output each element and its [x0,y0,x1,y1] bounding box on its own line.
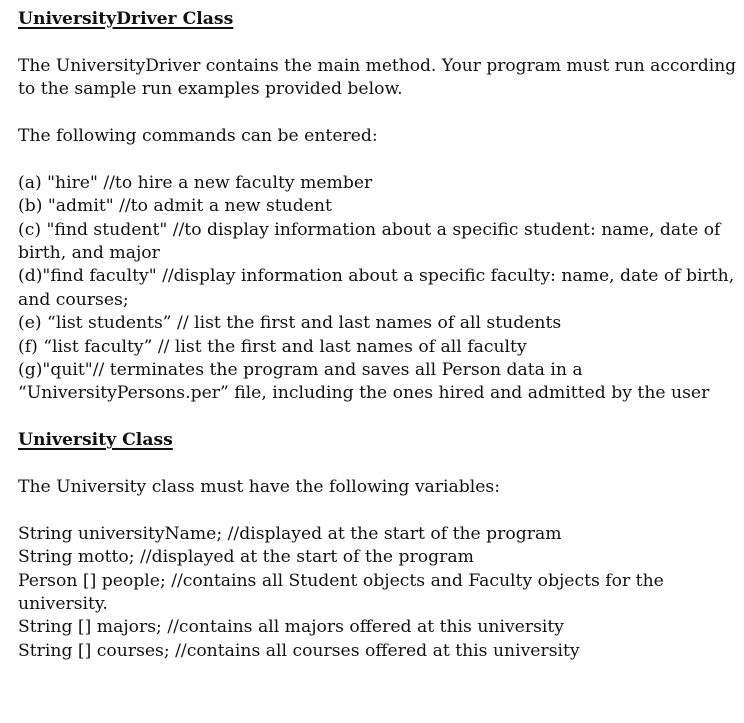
command-list [18,172,735,406]
spacer [18,499,732,522]
university-intro: The University class must have the following variables: [18,477,501,498]
variable-people-cont: university. [18,594,108,615]
command-item-list-students: (e) “list students” // list the first and last names of all students [18,313,562,334]
spacer [18,102,732,125]
commands-intro: The following commands can be entered: [18,126,378,146]
command-item-find-faculty: (d)"find faculty" //display information about a specific faculty: name, date of birth, [18,266,735,287]
variable-motto: String motto; //displayed at the start of the program [18,547,474,568]
command-item-find-student: (c) "find student" //to display information about a specific student: name, date of [18,219,721,240]
command-item-list-faculty: (f) “list faculty” // list the first and last names of all faculty [18,336,527,357]
command-item-hire: (a) "hire" //to hire a new faculty member [18,172,373,193]
command-item-find-faculty-cont: and courses; [18,289,129,310]
driver-intro-line: to the sample run examples provided below. [18,79,403,100]
spacer [18,406,732,429]
variable-courses: String [] courses; //contains all courses offered at this university [18,640,580,661]
variable-university-name: String universityName; //displayed at the start of the program [18,523,562,544]
variable-list [18,523,732,663]
university-driver-heading: UniversityDriver Class [18,9,234,29]
variable-people: Person [] people; //contains all Student objects and Faculty objects for the [18,570,664,591]
driver-intro-line: The UniversityDriver contains the main method. Your program must run according [18,55,737,76]
command-item-admit: (b) "admit" //to admit a new student [18,196,332,217]
variable-majors: String [] majors; //contains all majors offered at this university [18,617,564,638]
driver-intro [18,55,737,102]
spacer [18,453,732,476]
command-item-find-student-cont: birth, and major [18,243,160,264]
university-class-heading: University Class [18,430,173,451]
command-item-quit-cont: “UniversityPersons.per” file, including the ones hired and admitted by the user [18,383,710,404]
command-item-quit: (g)"quit"// terminates the program and saves all Person data in a [18,360,583,381]
spacer [18,148,732,171]
spacer [18,31,732,54]
